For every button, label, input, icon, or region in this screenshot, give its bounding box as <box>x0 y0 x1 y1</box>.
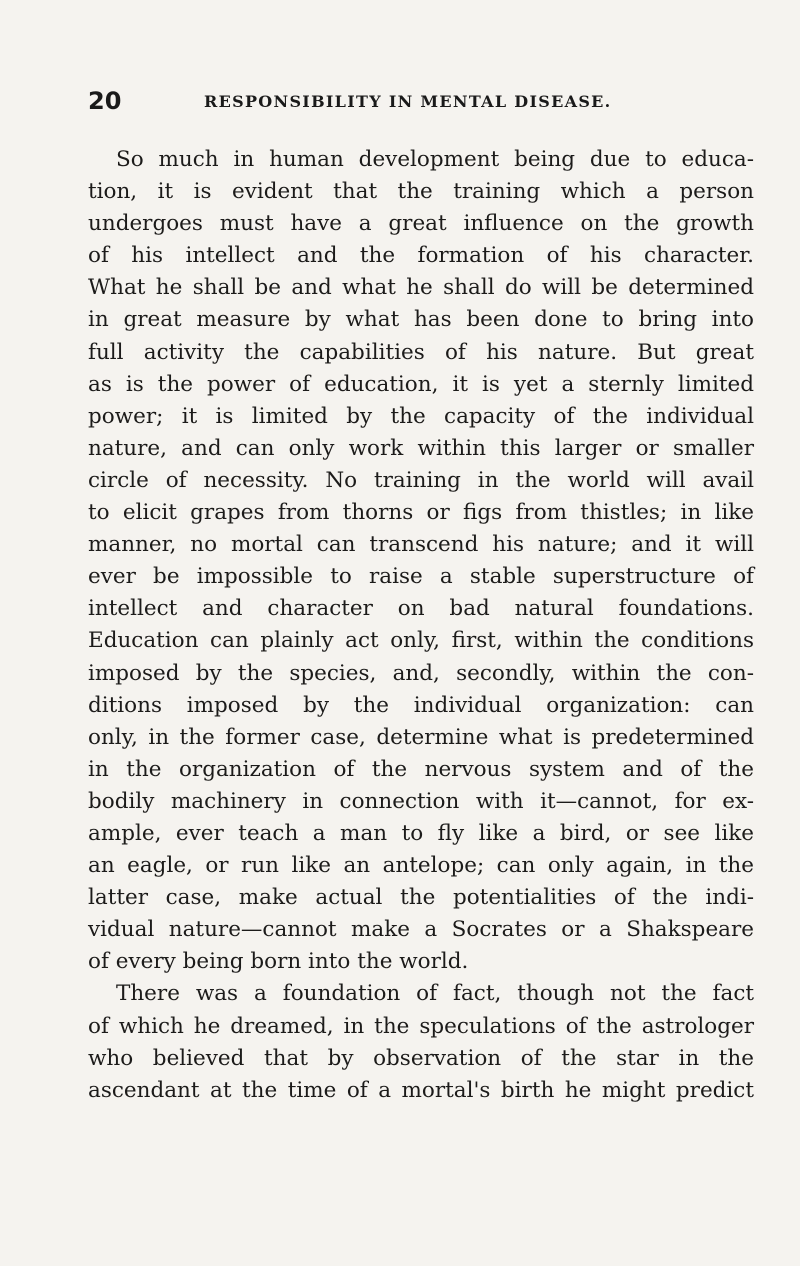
text-line: an eagle, or run like an antelope; can only again, in the <box>88 853 754 879</box>
text-line: latter case, make actual the potentialities of the indi- <box>88 885 754 911</box>
text-line: nature, and can only work within this larger or smaller <box>88 435 754 461</box>
text-line: Education can plainly act only, first, within the conditions <box>88 628 754 654</box>
text-line: ever be impossible to raise a stable superstructure of <box>88 564 754 590</box>
text-line: vidual nature—cannot make a Socrates or a Shakspeare <box>88 917 754 943</box>
text-line: in great measure by what has been done to bring into <box>88 307 754 333</box>
text-line: ascendant at the time of a mortal's birth he might predict <box>88 1077 754 1103</box>
text-line: imposed by the species, and, secondly, within the con- <box>88 660 754 686</box>
text-line: manner, no mortal can transcend his nature; and it will <box>88 532 754 558</box>
text-line: full activity the capabilities of his nature. But great <box>88 339 754 365</box>
text-line: bodily machinery in connection with it—cannot, for ex- <box>88 788 754 814</box>
page-number: 20 <box>88 87 122 115</box>
text-line: to elicit grapes from thorns or figs from thistles; in like <box>88 500 754 526</box>
text-line: ample, ever teach a man to fly like a bird, or see like <box>88 820 754 846</box>
text-line: What he shall be and what he shall do will be determined <box>88 275 754 301</box>
body-text <box>88 144 754 1107</box>
running-head: RESPONSIBILITY IN MENTAL DISEASE. <box>204 92 612 111</box>
text-line: circle of necessity. No training in the world will avail <box>88 467 754 493</box>
text-line: ditions imposed by the individual organization: can <box>88 692 754 718</box>
text-line: in the organization of the nervous system and of the <box>88 756 754 782</box>
text-line: only, in the former case, determine what is predetermined <box>88 724 754 750</box>
text-line: There was a foundation of fact, though not the fact <box>116 981 754 1007</box>
text-line: of which he dreamed, in the speculations of the astrologer <box>88 1013 754 1039</box>
text-line: intellect and character on bad natural foundations. <box>88 596 754 622</box>
text-line: as is the power of education, it is yet a sternly limited <box>88 371 754 397</box>
text-line: So much in human development being due to educa- <box>116 147 754 172</box>
text-line: of every being born into the world. <box>88 949 469 975</box>
text-line: tion, it is evident that the training which a person <box>88 179 754 205</box>
text-line: of his intellect and the formation of his character. <box>88 243 754 269</box>
page-header <box>88 86 748 116</box>
text-line: power; it is limited by the capacity of the individual <box>88 403 754 429</box>
text-line: who believed that by observation of the star in the <box>88 1045 754 1071</box>
text-line: undergoes must have a great influence on the growth <box>88 211 754 237</box>
